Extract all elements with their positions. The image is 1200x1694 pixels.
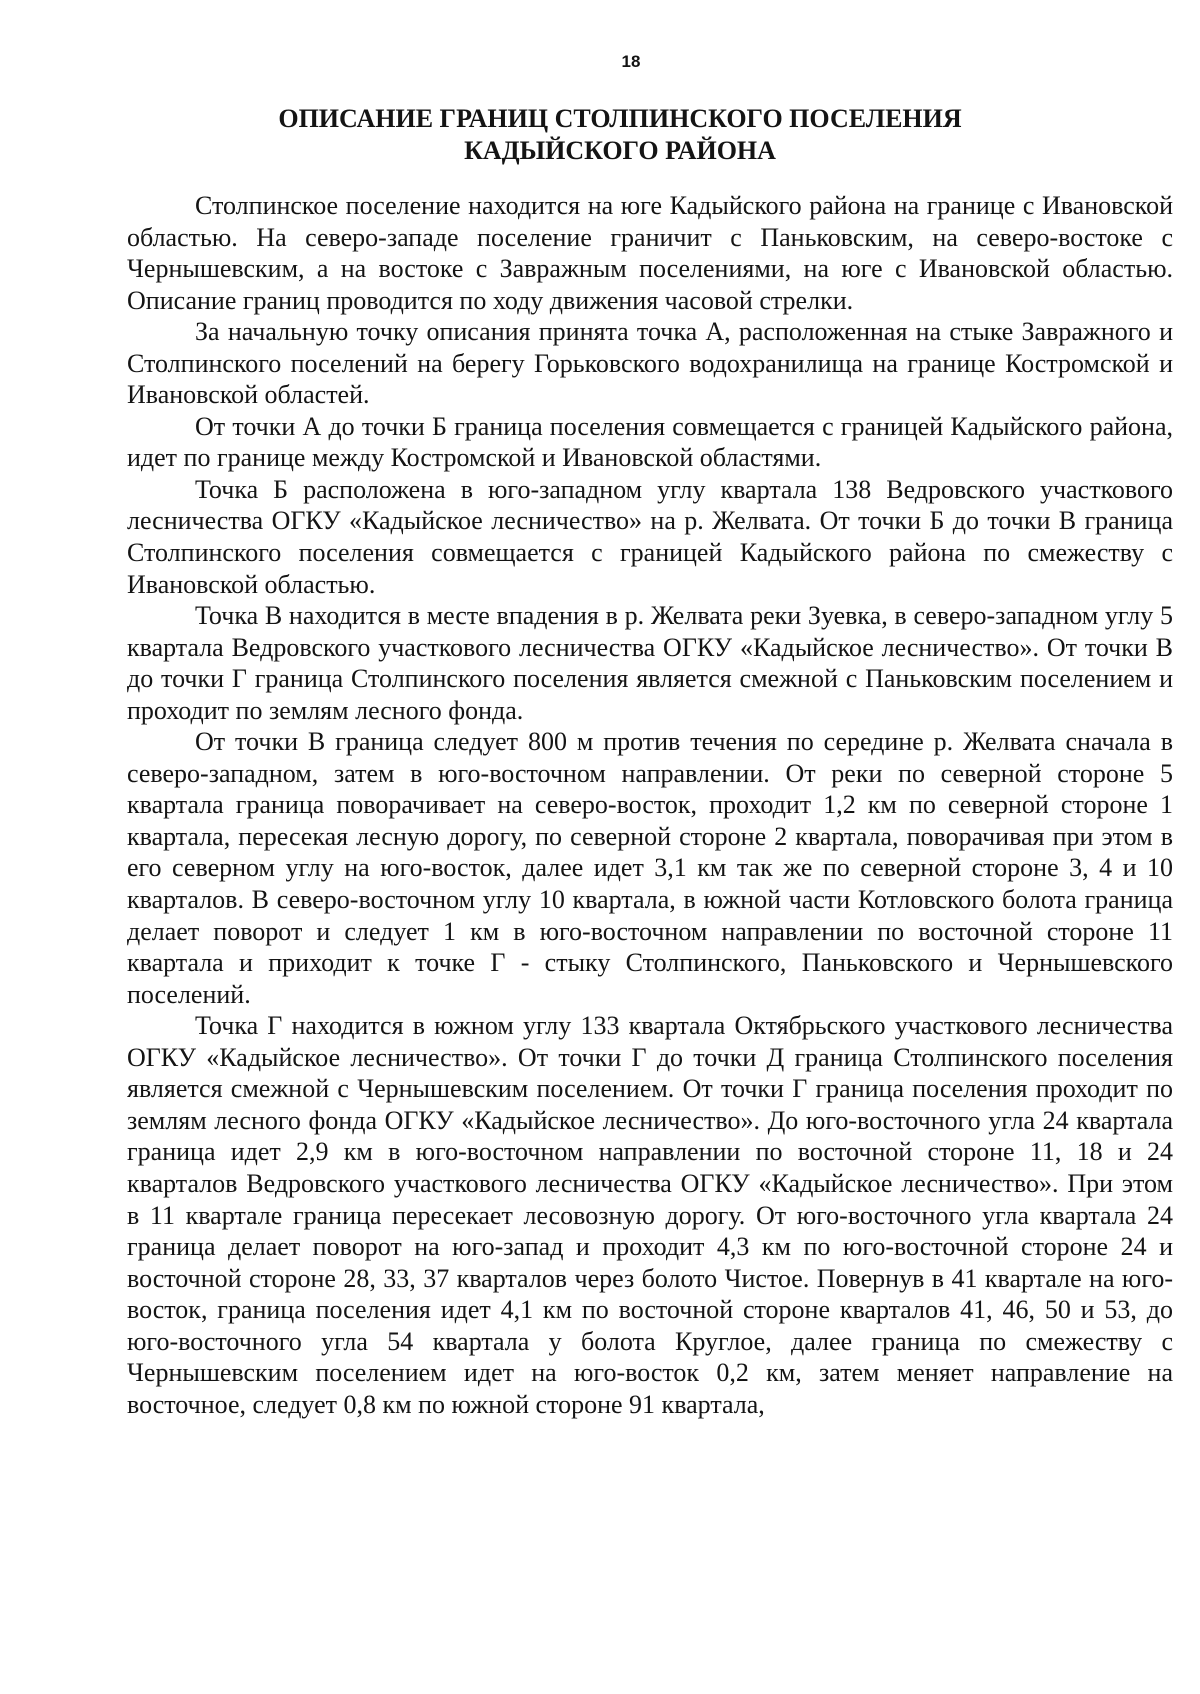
page-number: 18 <box>621 52 641 71</box>
title-line-2: КАДЫЙСКОГО РАЙОНА <box>464 136 776 165</box>
paragraph-intro: Столпинское поселение находится на юге Кадыйского района на границе с Ивановской областью. На северо-западе поселение граничит с Паньковским, на северо-востоке с Чернышевским, а на востоке с Завражным поселениями, на юге с Ивановской областью. Описание границ проводится по ходу движения часовой стрелки. <box>127 191 1173 315</box>
paragraph-point-g: Точка Г находится в южном углу 133 квартала Октябрьского участкового лесничества ОГКУ «Кадыйское лесничество». От точки Г до точки Д граница Столпинского поселения является смежной с Чернышевским поселением. От точки Г граница поселения проходит по землям лесного фонда ОГКУ «Кадыйское лесничество». До юго-восточного угла 24 квартала граница идет 2,9 км в юго-восточном направлении по восточной стороне 11, 18 и 24 кварталов Ведровского участкового лесничества ОГКУ «Кадыйское лесничество». При этом в 11 квартале граница пересекает лесовозную дорогу. От юго-восточного угла квартала 24 граница делает поворот на юго-запад и проходит 4,3 км по юго-восточной стороне 24 и восточной стороне 28, 33, 37 кварталов через болото Чистое. Повернув в 41 квартале на юго-восток, граница поселения идет 4,1 км по восточной стороне кварталов 41, 46, 50 и 53, до юго-восточного угла 54 квартала у болота Круглое, далее граница по смежеству с Чернышевским поселением идет на юго-восток 0,2 км, затем меняет направление на восточное, следует 0,8 км по южной стороне 91 квартала, <box>127 1011 1173 1419</box>
paragraph-v-route: От точки В граница следует 800 м против течения по середине р. Желвата сначала в северо-западном, затем в юго-восточном направлении. От реки по северной стороне 5 квартала граница поворачивает на северо-восток, проходит 1,2 км по северной стороне 1 квартала, пересекая лесную дорогу, по северной стороне 2 квартала, поворачивая при этом в его северном углу на юго-восток, далее идет 3,1 км так же по северной стороне 3, 4 и 10 кварталов. В северо-восточном углу 10 квартала, в южной части Котловского болота граница делает поворот и следует 1 км в юго-восточном направлении по восточной стороне 11 квартала и приходит к точке Г - стыку Столпинского, Паньковского и Чернышевского поселений. <box>127 727 1173 1009</box>
paragraph-point-a: За начальную точку описания принята точка А, расположенная на стыке Завражного и Столпинского поселений на берегу Горьковского водохранилища на границе Костромской и Ивановской областей. <box>127 317 1173 410</box>
document-body <box>127 190 1173 1420</box>
paragraph-a-to-b: От точки А до точки Б граница поселения совмещается с границей Кадыйского района, идет по границе между Костромской и Ивановской областями. <box>127 411 1173 473</box>
title-line-1: ОПИСАНИЕ ГРАНИЦ СТОЛПИНСКОГО ПОСЕЛЕНИЯ <box>278 104 962 133</box>
paragraph-point-v: Точка В находится в месте впадения в р. Желвата реки Зуевка, в северо-западном углу 5 квартала Ведровского участкового лесничества ОГКУ «Кадыйское лесничество». От точки В до точки Г граница Столпинского поселения является смежной с Паньковским поселением и проходит по землям лесного фонда. <box>127 601 1173 725</box>
document-title <box>200 103 1040 167</box>
paragraph-point-b: Точка Б расположена в юго-западном углу квартала 138 Ведровского участкового лесничества ОГКУ «Кадыйское лесничество» на р. Желвата. От точки Б до точки В граница Столпинского поселения совмещается с границей Кадыйского района по смежеству с Ивановской областью. <box>127 474 1173 599</box>
